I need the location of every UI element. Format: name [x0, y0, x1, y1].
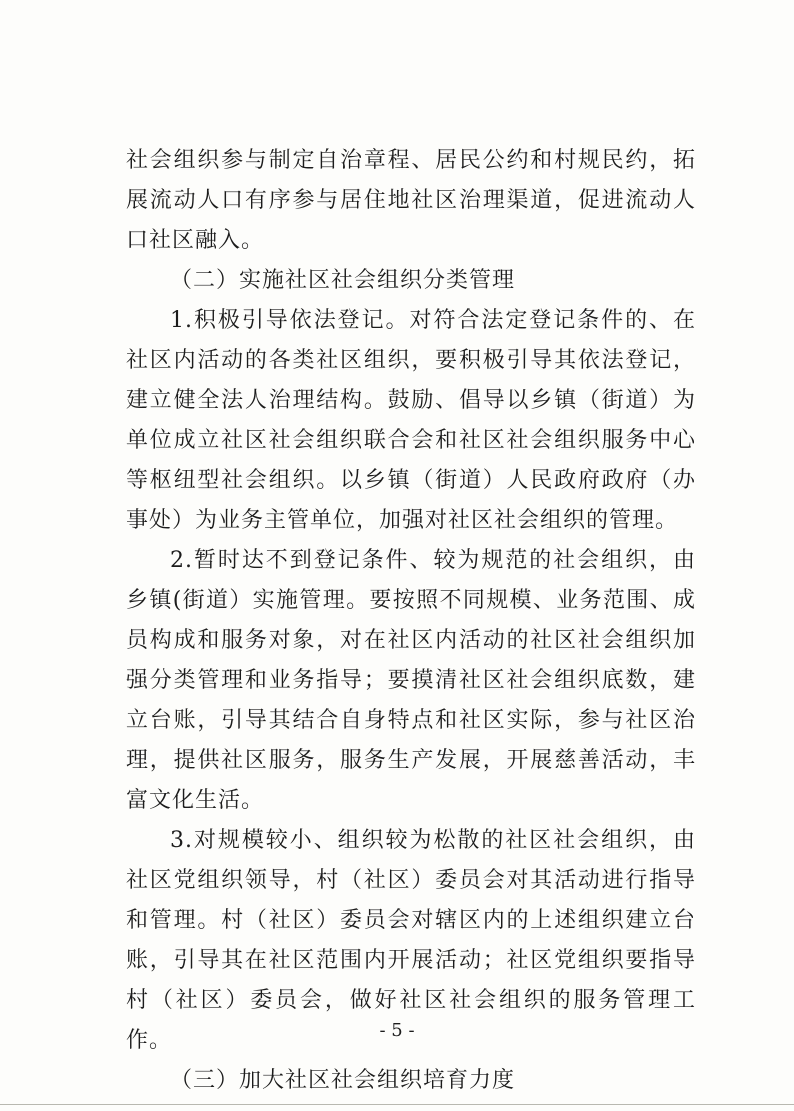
- paragraph-item-2: 2.暂时达不到登记条件、较为规范的社会组织，由乡镇(街道）实施管理。要按照不同规模、业务范围、成员构成和服务对象，对在社区内活动的社区社会组织加强分类管理和业务指导；要摸清社区社会组织底数，建立台账，引导其结合自身特点和社区实际，参与社区治理，提供社区服务，服务生产发展，开展慈善活动，丰富文化生活。: [126, 548, 696, 813]
- paragraph-item-1: 1.积极引导依法登记。对符合法定登记条件的、在社区内活动的各类社区组织，要积极引导其依法登记，建立健全法人治理结构。鼓励、倡导以乡镇（街道）为单位成立社区社会组织联合会和社区社会组织服务中心等枢纽型社会组织。以乡镇（街道）人民政府政府（办事处）为业务主管单位，加强对社区社会组织的管理。: [126, 308, 696, 533]
- paragraph-continuation: 社会组织参与制定自治章程、居民公约和村规民约，拓展流动人口有序参与居住地社区治理渠道，促进流动人口社区融入。: [126, 148, 696, 253]
- scan-edge-divider: [0, 1104, 794, 1105]
- section-heading-3: （三）加大社区社会组织培育力度: [170, 1068, 516, 1093]
- section-heading-2: （二）实施社区社会组织分类管理: [170, 268, 516, 293]
- document-body: [126, 141, 696, 1101]
- page-number: - 5 -: [379, 1020, 415, 1041]
- paragraph-item-3: 3.对规模较小、组织较为松散的社区社会组织，由社区党组织领导，村（社区）委员会对其活动进行指导和管理。村（社区）委员会对辖区内的上述组织建立台账，引导其在社区范围内开展活动；社区党组织要指导村（社区）委员会，做好社区社会组织的服务管理工作。: [126, 828, 696, 1053]
